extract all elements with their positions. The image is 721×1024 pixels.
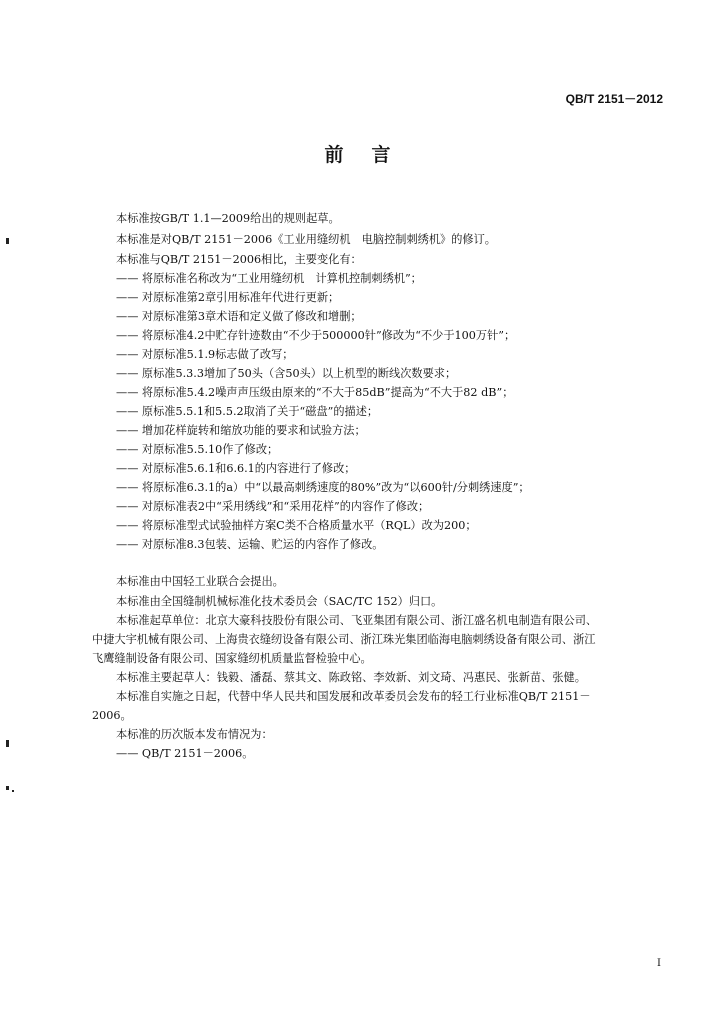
replaces-line-1: 本标准自实施之日起，代替中华人民共和国发展和改革委员会发布的轻工行业标准QB/T 2151－ [116, 690, 591, 703]
intro-line-3: 本标准与QB/T 2151－2006相比，主要变化有： [116, 253, 362, 266]
change-item-15: —— 对原标准8.3包装、运输、贮运的内容作了修改。 [116, 538, 384, 551]
drafting-units-line-2: 中捷大宇机械有限公司、上海贵衣缝纫设备有限公司、浙江珠光集团临海电脑刺绣设备有限公司、浙江 [92, 633, 596, 646]
replaces-line-2: 2006。 [92, 709, 132, 722]
drafters: 本标准主要起草人：钱毅、潘磊、蔡其文、陈政铭、李效新、刘文琦、冯惠民、张新苗、张健。 [116, 671, 586, 684]
change-item-5: —— 对原标准5.1.9标志做了改写； [116, 348, 294, 361]
scan-mark [6, 238, 9, 244]
history-item: —— QB/T 2151－2006。 [116, 747, 254, 760]
page-title: 前言 [324, 144, 419, 166]
change-item-14: —— 将原标准型式试验抽样方案C类不合格质量水平（RQL）改为200； [116, 519, 477, 532]
change-item-7: —— 将原标准5.4.2噪声声压级由原来的“不大于85dB”提高为“不大于82 dB”； [116, 386, 514, 399]
change-item-13: —— 对原标准表2中“采用绣线”和“采用花样”的内容作了修改； [116, 500, 430, 513]
change-item-2: —— 对原标准第2章引用标准年代进行更新； [116, 291, 340, 304]
intro-line-1: 本标准按GB/T 1.1—2009给出的规则起草。 [116, 212, 340, 225]
scan-mark [12, 790, 14, 792]
drafting-units-line-3: 飞鹰缝制设备有限公司、国家缝纫机质量监督检验中心。 [92, 652, 372, 665]
change-item-8: —— 原标准5.5.1和5.5.2取消了关于“磁盘”的描述； [116, 405, 379, 418]
scan-mark [6, 786, 9, 790]
managed-by: 本标准由全国缝制机械标准化技术委员会（SAC/TC 152）归口。 [116, 595, 443, 608]
change-item-10: —— 对原标准5.5.10作了修改； [116, 443, 279, 456]
drafting-units-line-1: 本标准起草单位：北京大豪科技股份有限公司、飞亚集团有限公司、浙江盛名机电制造有限公司、 [116, 614, 598, 627]
change-item-4: —— 将原标准4.2中贮存针迹数由“不少于500000针”修改为“不少于100万针”； [116, 329, 516, 342]
history-intro: 本标准的历次版本发布情况为： [116, 728, 273, 741]
standard-code: QB/T 2151－2012 [565, 92, 663, 106]
change-item-12: —— 将原标准6.3.1的a）中“以最高刺绣速度的80%”改为“以600针/分刺绣速度”； [116, 481, 530, 494]
change-item-3: —— 对原标准第3章术语和定义做了修改和增删； [116, 310, 362, 323]
page-number: I [657, 958, 661, 969]
intro-line-2: 本标准是对QB/T 2151－2006《工业用缝纫机 电脑控制刺绣机》的修订。 [116, 233, 496, 246]
change-item-9: —— 增加花样旋转和缩放功能的要求和试验方法； [116, 424, 366, 437]
scan-mark [6, 740, 9, 747]
change-item-1: —— 将原标准名称改为“工业用缝纫机 计算机控制刺绣机”； [116, 272, 422, 285]
proposed-by: 本标准由中国轻工业联合会提出。 [116, 575, 284, 588]
change-item-11: —— 对原标准5.6.1和6.6.1的内容进行了修改； [116, 462, 356, 475]
change-item-6: —— 原标准5.3.3增加了50头（含50头）以上机型的断线次数要求； [116, 367, 457, 380]
